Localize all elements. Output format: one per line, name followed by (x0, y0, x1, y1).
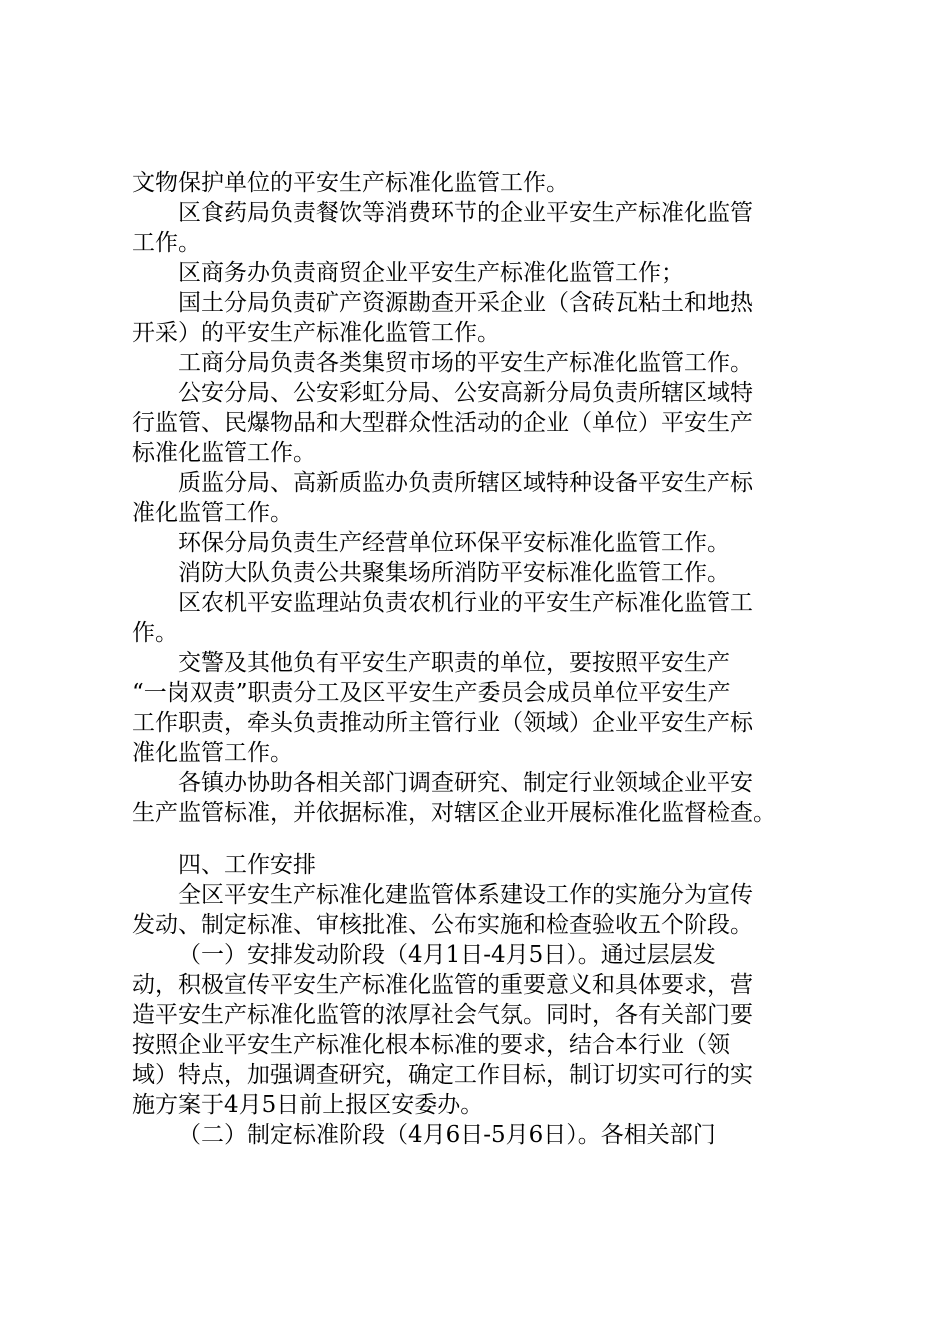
text-line: 各镇办协助各相关部门调查研究、制定行业领域企业平安 (178, 770, 753, 796)
text-line: 国土分局负责矿产资源勘查开采企业（含砖瓦粘土和地热 (178, 290, 753, 316)
text-line: 动，积极宣传平安生产标准化监管的重要意义和具体要求，营 (132, 972, 753, 998)
section-heading: 四、工作安排 (178, 852, 316, 878)
text-line: 发动、制定标准、审核批准、公布实施和检查验收五个阶段。 (132, 912, 753, 938)
text-line: 行监管、民爆物品和大型群众性活动的企业（单位）平安生产 (132, 410, 753, 436)
text-line: 准化监管工作。 (132, 500, 293, 526)
text-line: 质监分局、高新质监办负责所辖区域特种设备平安生产标 (178, 470, 753, 496)
text-line: 环保分局负责生产经营单位环保平安标准化监管工作。 (178, 530, 730, 556)
text-line: 区商务办负责商贸企业平安生产标准化监管工作； (178, 260, 684, 286)
text-line: （二）制定标准阶段（4月6日-5月6日）。各相关部门 (178, 1122, 716, 1148)
text-line: 区农机平安监理站负责农机行业的平安生产标准化监管工 (178, 590, 753, 616)
text-line: 消防大队负责公共聚集场所消防平安标准化监管工作。 (178, 560, 730, 586)
text-line: （一）安排发动阶段（4月1日-4月5日）。通过层层发 (178, 942, 716, 968)
text-line: 工商分局负责各类集贸市场的平安生产标准化监管工作。 (178, 350, 753, 376)
text-line: 开采）的平安生产标准化监管工作。 (132, 320, 500, 346)
text-line: 全区平安生产标准化建监管体系建设工作的实施分为宣传 (178, 882, 753, 908)
text-line: 域）特点，加强调查研究，确定工作目标，制订切实可行的实 (132, 1062, 753, 1088)
text-line: 作。 (132, 620, 178, 646)
text-line: 准化监管工作。 (132, 740, 293, 766)
text-line: 生产监管标准，并依据标准，对辖区企业开展标准化监督检查。 (132, 800, 776, 826)
text-line: 工作。 (132, 230, 201, 256)
document-page (132, 168, 822, 1150)
paragraph-gap (132, 828, 822, 850)
text-line: 按照企业平安生产标准化根本标准的要求，结合本行业（领 (132, 1032, 730, 1058)
text-line: 文物保护单位的平安生产标准化监管工作。 (132, 170, 569, 196)
text-line: 造平安生产标准化监管的浓厚社会气氛。同时，各有关部门要 (132, 1002, 753, 1028)
text-line: 公安分局、公安彩虹分局、公安高新分局负责所辖区域特 (178, 380, 753, 406)
text-line: “一岗双责”职责分工及区平安生产委员会成员单位平安生产 (132, 680, 731, 706)
text-line: 标准化监管工作。 (132, 440, 316, 466)
text-line: 区食药局负责餐饮等消费环节的企业平安生产标准化监管 (178, 200, 753, 226)
text-line: 工作职责，牵头负责推动所主管行业（领域）企业平安生产标 (132, 710, 753, 736)
text-line: 交警及其他负有平安生产职责的单位，要按照平安生产 (178, 650, 730, 676)
text-line: 施方案于4月5日前上报区安委办。 (132, 1092, 484, 1118)
